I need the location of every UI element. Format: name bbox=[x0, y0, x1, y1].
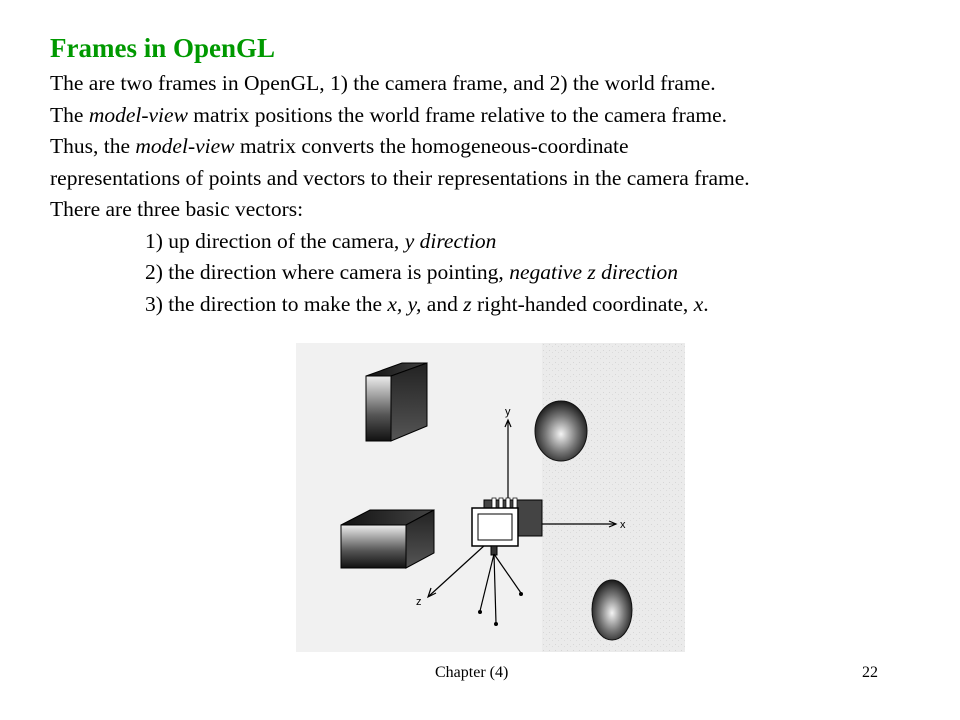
vector-item-3 bbox=[50, 289, 930, 321]
italic-term: model-view bbox=[88, 102, 188, 127]
italic-term: y direction bbox=[404, 228, 497, 253]
body-line-2 bbox=[50, 100, 930, 132]
italic-term: negative z direction bbox=[509, 260, 678, 284]
sphere-bottom bbox=[592, 580, 632, 640]
body-line-4: representations of points and vectors to their representations in the camera frame. bbox=[50, 165, 750, 190]
text-span: matrix converts the homogeneous-coordinate bbox=[234, 134, 629, 158]
text-span: 1) up direction of the camera, bbox=[145, 228, 405, 253]
text-span: Thus, the bbox=[50, 134, 136, 158]
text-span: . bbox=[703, 291, 709, 316]
body-line-5: There are three basic vectors: bbox=[50, 197, 304, 221]
footer-chapter: Chapter (4) bbox=[435, 664, 509, 681]
body-line-3 bbox=[50, 131, 930, 163]
footer-page-number: 22 bbox=[862, 664, 878, 681]
axis-label-z: z bbox=[416, 596, 422, 608]
box-bottom bbox=[341, 510, 434, 568]
italic-term: z bbox=[463, 291, 472, 316]
italic-term: model-view bbox=[135, 134, 235, 158]
sphere-top bbox=[535, 401, 587, 461]
axis-label-x: x bbox=[620, 519, 626, 531]
slide-body bbox=[50, 68, 930, 320]
text-span: right-handed coordinate, bbox=[471, 291, 694, 316]
cube-top bbox=[366, 363, 427, 441]
italic-term: x bbox=[693, 291, 704, 316]
text-span: 2) the direction where camera is pointing, bbox=[145, 260, 510, 284]
camera-frame-figure bbox=[296, 343, 685, 652]
text-span: matrix positions the world frame relative to the camera frame. bbox=[187, 102, 728, 127]
text-span: The bbox=[50, 102, 89, 127]
axis-label-y: y bbox=[505, 406, 511, 418]
text-span: and bbox=[421, 291, 464, 316]
italic-term: x, y, bbox=[387, 291, 422, 316]
vector-item-2 bbox=[50, 257, 930, 289]
vector-item-1 bbox=[50, 226, 930, 258]
slide-title: Frames in OpenGL bbox=[50, 33, 276, 63]
text-span: 3) the direction to make the bbox=[145, 291, 388, 316]
body-line-1: The are two frames in OpenGL, 1) the camera frame, and 2) the world frame. bbox=[50, 71, 716, 95]
